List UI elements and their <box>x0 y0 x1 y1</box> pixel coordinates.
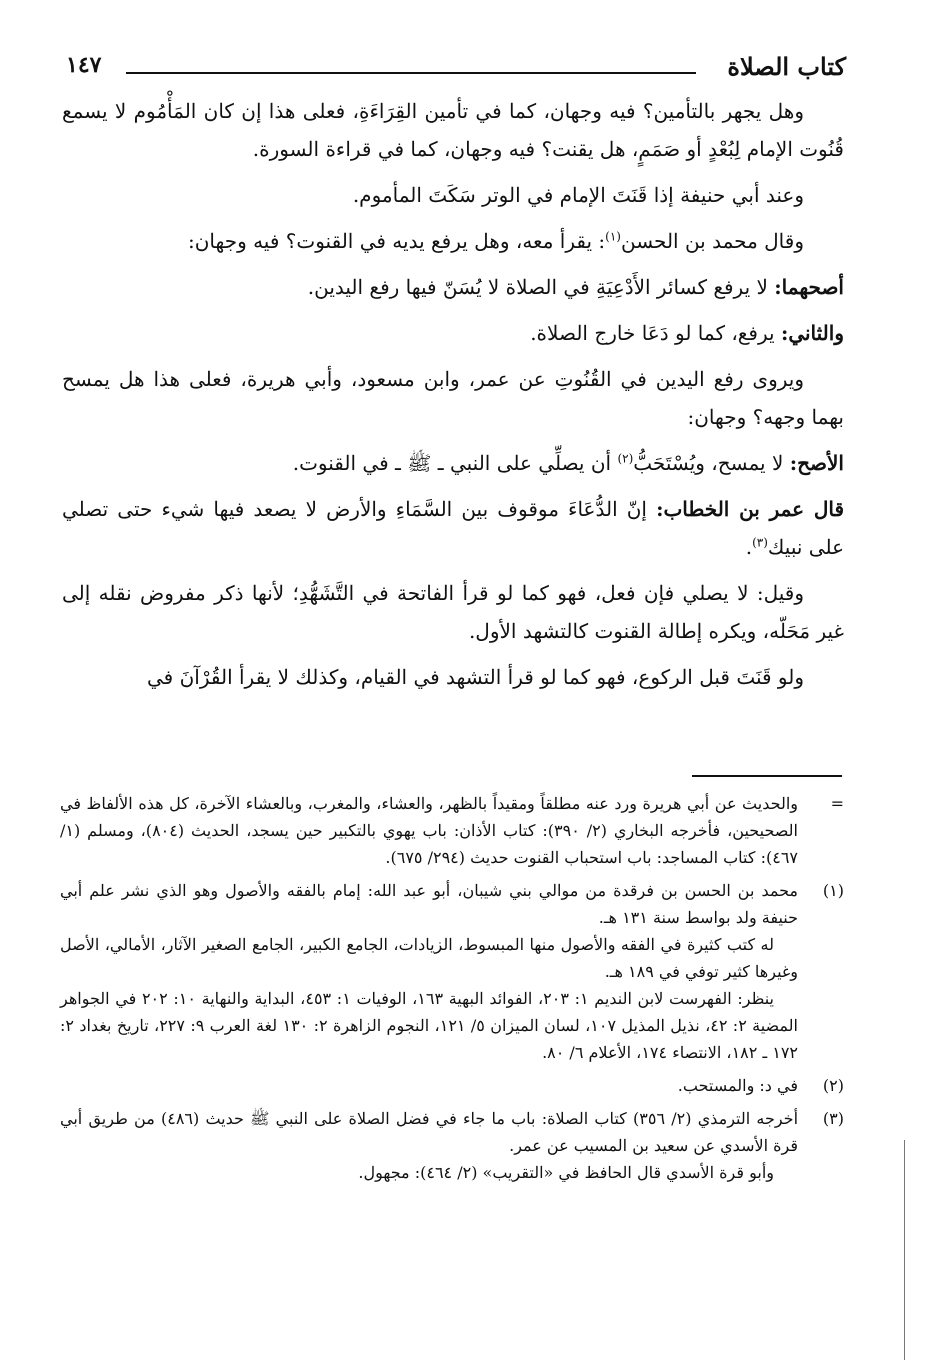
paragraph-9: وقيل: لا يصلي فإن فعل، فهو كما لو قرأ الفاتحة في التَّشَهُّدِ؛ لأنها ذكر مفروض نقله إلى غير مَحَلّه، ويكره إطالة القنوت كالتشهد الأول. <box>62 581 844 643</box>
paragraph-7-text-a: لا يمسح، ويُسْتَحَبُّ <box>633 451 790 475</box>
footnote-ref-3[interactable]: (٣) <box>752 535 768 550</box>
running-header <box>66 50 846 86</box>
paragraph-2: وعند أبي حنيفة إذا قَنَتَ الإمام في الوتر سَكَتَ المأموم. <box>352 183 804 207</box>
footnote-1-text-a: محمد بن الحسن بن فرقدة من موالي بني شيبان، أبو عبد الله: إمام بالفقه والأصول وهو الذي نشر علم أبي حنيفة ولد بواسط سنة ١٣١ هـ. <box>60 881 798 927</box>
paragraph-7-text-b: أن يصلِّي على النبي ـ ﷺ ـ في القنوت. <box>292 451 618 475</box>
paragraph-10: ولو قَنَتَ قبل الركوع، فهو كما لو قرأ التشهد في القيام، وكذلك لا يقرأ القُرْآنَ في <box>146 665 804 689</box>
footnote-ref-1[interactable]: (١) <box>605 229 621 244</box>
main-text <box>62 92 844 704</box>
paragraph-5-lead: والثاني: <box>780 321 844 345</box>
page-number: ١٤٧ <box>66 52 102 78</box>
paragraph-4 <box>62 268 844 306</box>
footnote-2 <box>60 1072 844 1099</box>
paragraph-4-text: لا يرفع كسائر الأَدْعِيَةِ في الصلاة لا يُسَنّ فيها رفع اليدين. <box>307 275 775 299</box>
footnote-3-text-a: أخرجه الترمذي (٢/ ٣٥٦) كتاب الصلاة: باب ما جاء في فضل الصلاة على النبي ﷺ حديث (٤٨٦) من طريق أبي قرة الأسدي عن سعيد بن المسيب عن عمر. <box>60 1109 799 1155</box>
footnotes <box>60 790 844 1192</box>
paragraph-1: وهل يجهر بالتأمين؟ فيه وجهان، كما في تأمين القِرَاءَةِ، فعلى هذا إن كان المَأْمُوم لا يسمع قُنُوت الإمام لِبُعْدٍ أو صَمَمٍ، هل يقنت؟ فيه وجهان، كما في قراءة السورة. <box>62 99 844 161</box>
paragraph-6: ويروى رفع اليدين في القُنُوتِ عن عمر، وابن مسعود، وأبي هريرة، فعلى هذا هل يمسح بهما وجهه؟ وجهان: <box>62 367 844 429</box>
footnote-3-number: (٣) <box>822 1109 844 1128</box>
footnote-1-text-c: ينظر: الفهرست لابن النديم ١: ٢٠٣، الفوائد البهية ١٦٣، الوفيات ١: ٤٥٣، البداية والنهاية ١٠: ٢٠٢ في الجواهر المضية ٢: ٤٢، نذيل المذيل ١٠٧، لسان الميزان ٥/ ١٢١، النجوم الزاهرة ٢: ١٣٠ لغة العرب ٩: ٢٢٧، تاريخ بغداد ٢: ١٧٢ ـ ١٨٢، الانتصاء ١٧٤، الأعلام ٦/ ٨٠. <box>60 989 798 1062</box>
footnote-2-text: في د: والمستحب. <box>677 1076 798 1095</box>
paragraph-3-text-b: : يقرأ معه، وهل يرفع يديه في القنوت؟ فيه وجهان: <box>187 229 606 253</box>
footnote-ref-2[interactable]: (٢) <box>617 451 634 466</box>
footnote-continuation <box>60 790 844 871</box>
continuation-mark: = <box>830 794 844 813</box>
paragraph-7 <box>62 444 844 482</box>
paragraph-8 <box>62 490 844 566</box>
paragraph-8-text-b: . <box>745 535 753 559</box>
paragraph-5 <box>62 314 844 352</box>
paragraph-3 <box>62 222 844 260</box>
footnote-1-text-b: له كتب كثيرة في الفقه والأصول منها المبسوط، الزيادات، الجامع الكبير، الجامع الصغير الآثار، الأمالي، الأصل وغيرها كثير توفي في ١٨٩ هـ. <box>60 935 798 981</box>
footnote-1-number: (١) <box>822 881 844 900</box>
paragraph-7-lead: الأصح: <box>789 451 844 475</box>
paragraph-8-lead: قال عمر بن الخطاب: <box>656 497 845 521</box>
paragraph-4-lead: أصحهما: <box>774 275 844 299</box>
footnote-3 <box>60 1105 844 1186</box>
continuation-text: والحديث عن أبي هريرة ورد عنه مطلقاً ومقيداً بالظهر، والعشاء، والمغرب، وبالعشاء الآخرة، كل هذه الألفاظ في الصحيحين، فأخرجه البخاري (٢/ ٣٩٠): كتاب الأذان: باب يهوي بالتكبير حين يسجد، الحديث (٨٠٤)، ومسلم (١/ ٤٦٧): كتاب المساجد: باب استحباب القنوت حديث (٢٩٤/ ٦٧٥). <box>60 794 798 867</box>
footnote-2-number: (٢) <box>822 1076 844 1095</box>
paragraph-8-text-a: إنّ الدُّعَاءَ موقوف بين السَّمَاءِ والأرض لا يصعد فيها شيء حتى تصلي على نبيك <box>62 497 844 559</box>
page-edge-line <box>904 1140 905 1360</box>
chapter-title: كتاب الصلاة <box>727 52 846 81</box>
paragraph-5-text: يرفع، كما لو دَعَا خارج الصلاة. <box>530 321 781 345</box>
footnote-1 <box>60 877 844 1066</box>
footnote-3-text-b: وأبو قرة الأسدي قال الحافظ في «التقريب» (٢/ ٤٦٤): مجهول. <box>358 1163 774 1182</box>
paragraph-3-text-a: وقال محمد بن الحسن <box>620 229 804 253</box>
footnote-separator <box>692 775 842 777</box>
header-rule <box>126 72 696 74</box>
